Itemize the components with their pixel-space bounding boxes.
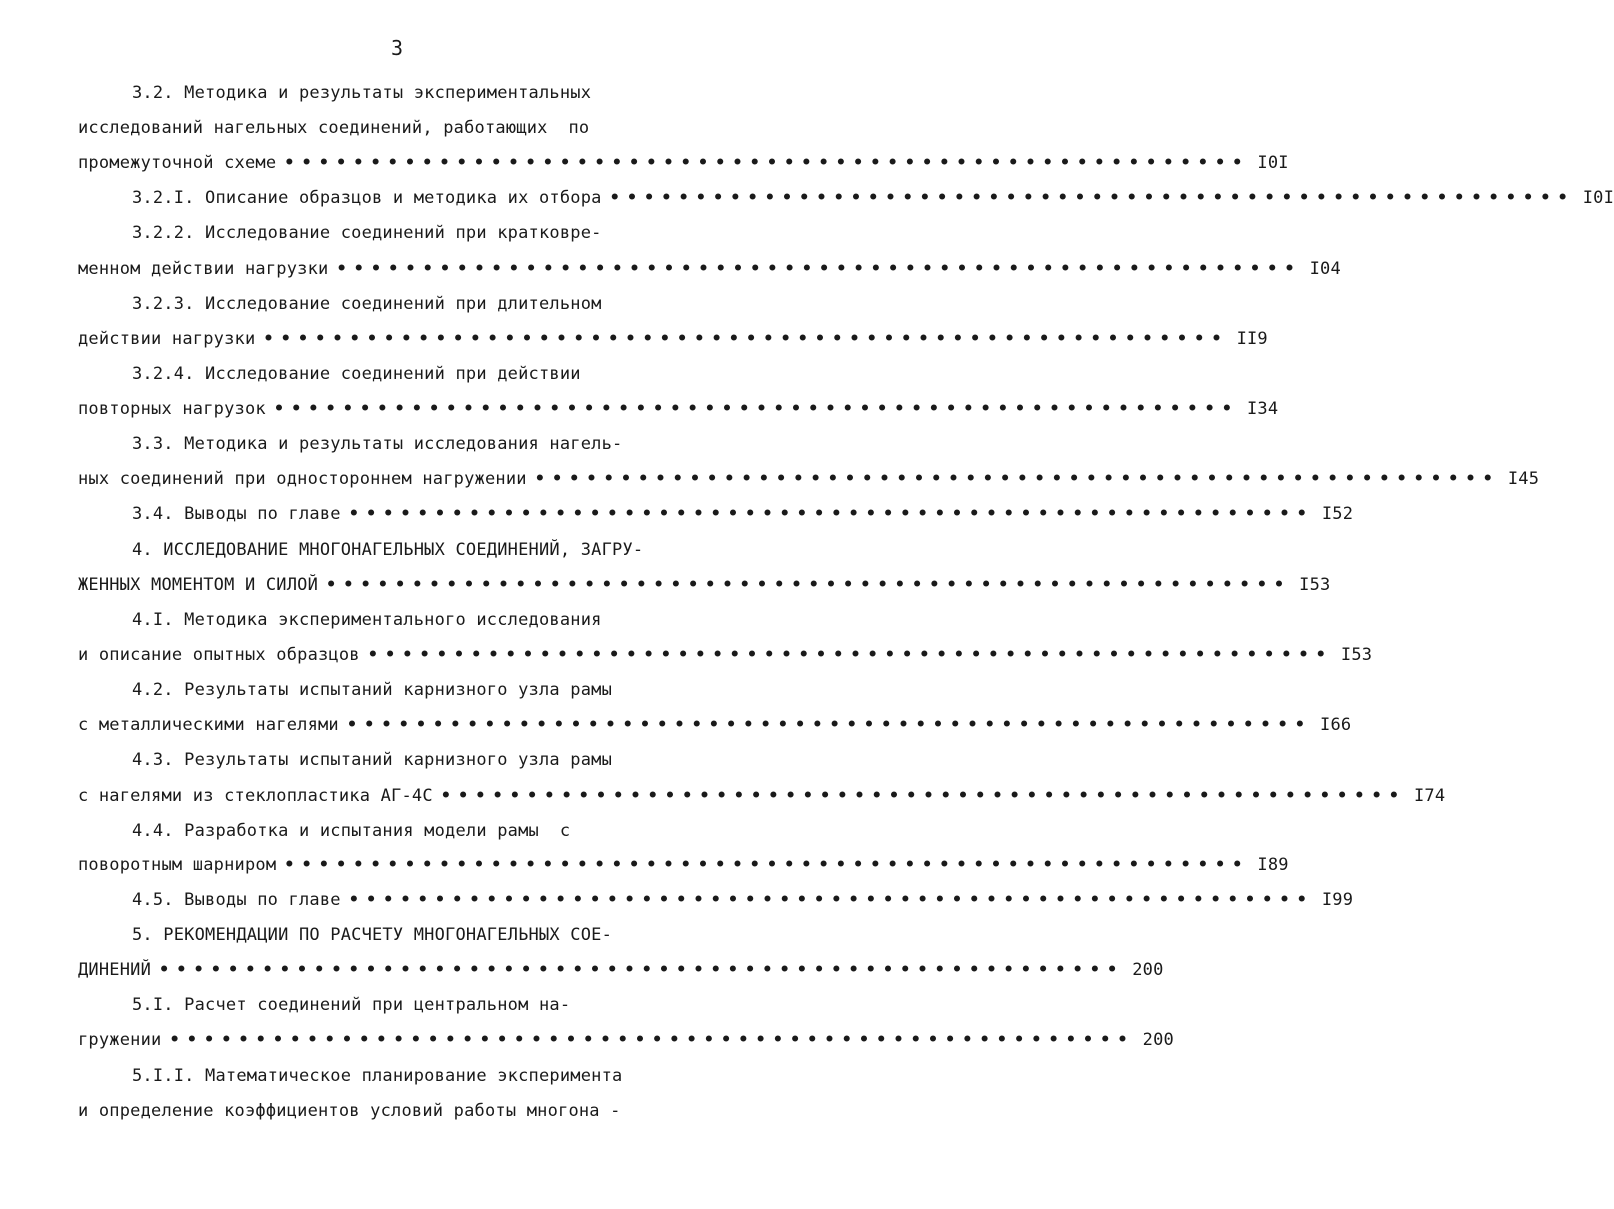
toc-page-number: I0I — [1257, 153, 1289, 173]
dot-leader: •••••••••••••••••••••••••••••••••••••••••••••••••••••••• — [348, 890, 1314, 910]
toc-entry — [78, 957, 1164, 983]
toc-entry-title: поворотным шарниром — [78, 855, 277, 875]
toc-page-number: I53 — [1299, 575, 1331, 595]
toc-line: 4.3. Результаты испытаний карнизного узла рамы — [132, 750, 613, 770]
toc-line: 3.2. Методика и результаты экспериментальных — [132, 83, 592, 103]
toc-entry-title: 3.2.I. Описание образцов и методика их отбора — [132, 188, 602, 208]
toc-entry-title: и описание опытных образцов — [78, 645, 360, 665]
toc-page-number: I74 — [1413, 786, 1446, 806]
dot-leader: •••••••••••••••••••••••••••••••••••••••••••••••••••••••• — [284, 153, 1250, 173]
dot-leader: •••••••••••••••••••••••••••••••••••••••••••••••••••••••• — [284, 855, 1250, 875]
dot-leader: •••••••••••••••••••••••••••••••••••••••••••••••••••••••• — [169, 1030, 1135, 1050]
toc-entry — [78, 712, 1352, 738]
toc-entry — [78, 396, 1279, 422]
toc-entry — [132, 887, 1354, 913]
toc-entry — [78, 256, 1341, 282]
dot-leader: •••••••••••••••••••••••••••••••••••••••••••••••••••••••• — [326, 575, 1292, 595]
toc-entry — [78, 783, 1446, 809]
toc-page-number: I53 — [1340, 645, 1373, 665]
toc-entry — [132, 501, 1354, 527]
dot-leader: •••••••••••••••••••••••••••••••••••••••••••••••••••••••• — [534, 469, 1500, 489]
toc-entry-title: менном действии нагрузки — [78, 259, 329, 279]
toc-entry-title: повторных нагрузок — [78, 399, 266, 419]
toc-page-number: I0I — [1582, 188, 1614, 208]
toc-entry-title: 3.4. Выводы по главе — [132, 504, 341, 524]
toc-entry-title: 4.5. Выводы по главе — [132, 890, 341, 910]
toc-line: 5.I. Расчет соединений при центральном на- — [132, 995, 571, 1015]
toc-page-number: I34 — [1246, 399, 1279, 419]
dot-leader: •••••••••••••••••••••••••••••••••••••••••••••••••••••••• — [159, 960, 1125, 980]
toc-entry — [78, 572, 1331, 598]
toc-entry-title: промежуточной схеме — [78, 153, 277, 173]
toc-line: 4. ИССЛЕДОВАНИЕ МНОГОНАГЕЛЬНЫХ СОЕДИНЕНИЙ, ЗАГРУ- — [132, 540, 644, 560]
dot-leader: •••••••••••••••••••••••••••••••••••••••••••••••••••••••• — [263, 329, 1229, 349]
toc-line: 4.4. Разработка и испытания модели рамы с — [132, 821, 571, 841]
toc-page-number: 200 — [1132, 960, 1164, 980]
dot-leader: •••••••••••••••••••••••••••••••••••••••••••••••••••••••• — [440, 786, 1406, 806]
toc-line: 5.I.I. Математическое планирование эксперимента — [132, 1066, 623, 1086]
toc-page-number: 200 — [1142, 1030, 1174, 1050]
toc-page-number: I99 — [1321, 890, 1354, 910]
dot-leader: •••••••••••••••••••••••••••••••••••••••••••••••••••••••• — [348, 504, 1314, 524]
toc-page-number: II9 — [1236, 329, 1268, 349]
toc-entry — [78, 466, 1540, 492]
toc-line: 4.I. Методика экспериментального исследования — [132, 610, 602, 630]
toc-entry-title: ных соединений при одностороннем нагружении — [78, 469, 527, 489]
toc-entry-title: ДИНЕНИЙ — [78, 960, 152, 980]
toc-page-number: I52 — [1321, 504, 1354, 524]
toc-entry — [78, 852, 1289, 878]
toc-entry — [78, 642, 1373, 668]
toc-entry-title: гружении — [78, 1030, 162, 1050]
dot-leader: •••••••••••••••••••••••••••••••••••••••••••••••••••••••• — [346, 715, 1313, 735]
dot-leader: •••••••••••••••••••••••••••••••••••••••••••••••••••••••• — [609, 188, 1575, 208]
toc-line: 3.2.2. Исследование соединений при кратковре- — [132, 223, 602, 243]
toc-line: 3.2.3. Исследование соединений при длительном — [132, 294, 602, 314]
page-number: 3 — [390, 36, 404, 60]
toc-line: 3.2.4. Исследование соединений при действии — [132, 364, 581, 384]
toc-entry-title: действии нагрузки — [78, 329, 256, 349]
toc-line: исследований нагельных соединений, работающих по — [78, 118, 590, 138]
toc-entry-title: с нагелями из стеклопластика АГ-4С — [78, 786, 433, 806]
toc-line: 3.3. Методика и результаты исследования нагель- — [132, 434, 623, 454]
toc-entry — [78, 326, 1268, 352]
toc-entry-title: ЖЕННЫХ МОМЕНТОМ И СИЛОЙ — [78, 575, 319, 595]
toc-page-number: I66 — [1320, 715, 1352, 735]
dot-leader: •••••••••••••••••••••••••••••••••••••••••••••••••••••••• — [273, 399, 1239, 419]
dot-leader: •••••••••••••••••••••••••••••••••••••••••••••••••••••••• — [367, 645, 1333, 665]
toc-entry-title: с металлическими нагелями — [78, 715, 339, 735]
toc-entry — [78, 150, 1289, 176]
toc-entry — [78, 1027, 1174, 1053]
toc-entry — [132, 185, 1614, 211]
toc-line: 5. РЕКОМЕНДАЦИИ ПО РАСЧЕТУ МНОГОНАГЕЛЬНЫХ СОЕ- — [132, 925, 613, 945]
dot-leader: •••••••••••••••••••••••••••••••••••••••••••••••••••••••• — [336, 259, 1302, 279]
toc-page-number: I45 — [1507, 469, 1540, 489]
toc-page-number: I04 — [1309, 259, 1341, 279]
toc-page-number: I89 — [1257, 855, 1289, 875]
toc-line: и определение коэффициентов условий работы многона - — [78, 1101, 621, 1121]
toc-line: 4.2. Результаты испытаний карнизного узла рамы — [132, 680, 613, 700]
